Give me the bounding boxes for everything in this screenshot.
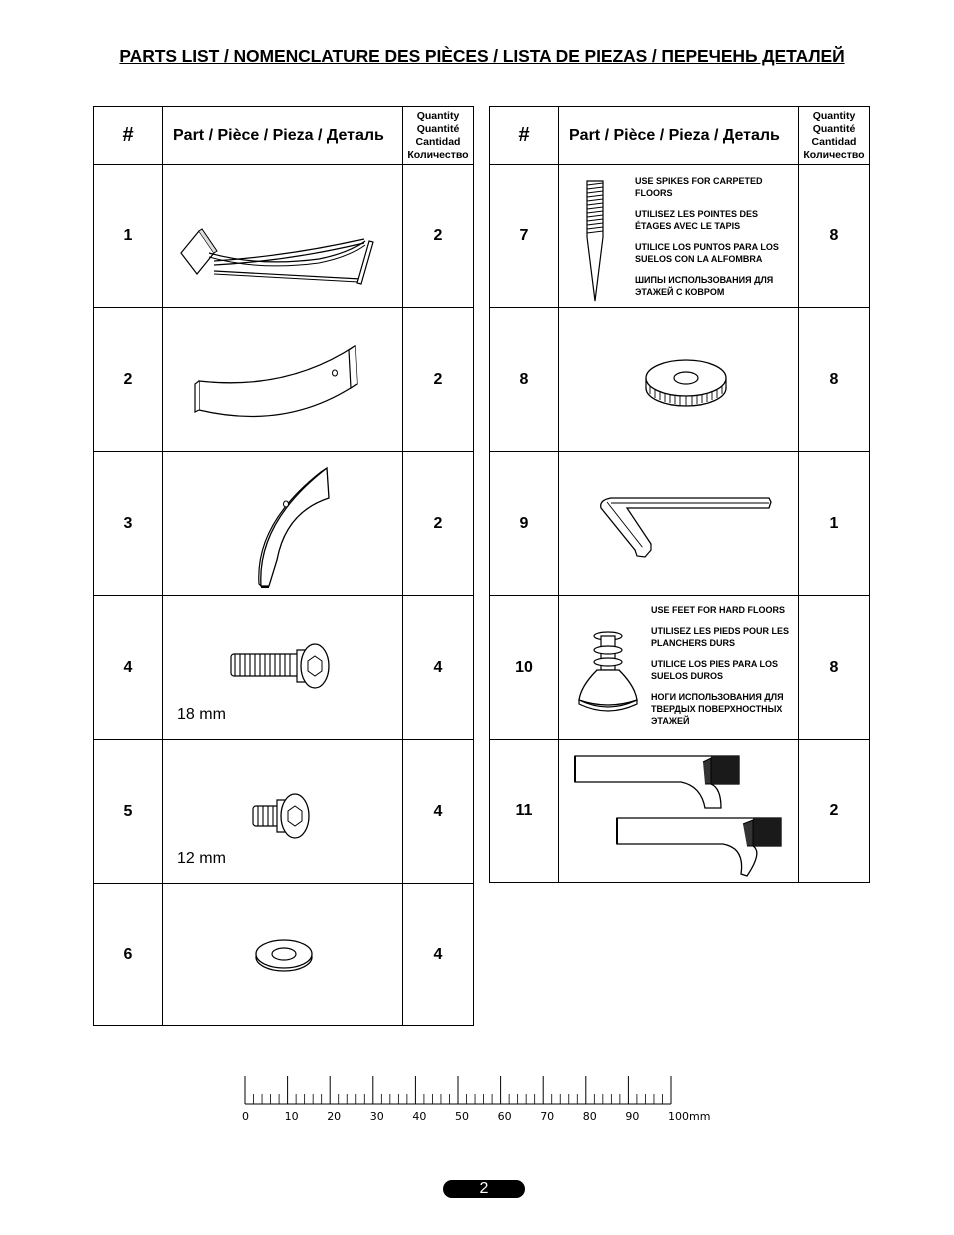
ruler-tick-label: 30 (369, 1110, 384, 1123)
ruler-tick-label: 60 (497, 1110, 512, 1123)
part-number: 4 (94, 596, 163, 740)
allen-key-icon (587, 486, 777, 566)
bolt-size-label: 18 mm (177, 706, 226, 723)
ruler-tick-label: 10 (284, 1110, 299, 1123)
part-quantity: 4 (403, 884, 474, 1026)
part-number: 6 (94, 884, 163, 1026)
curved-bracket-icon (231, 462, 391, 592)
header-part: Part / Pièce / Pieza / Деталь (163, 107, 403, 165)
foot-usage-note: USE FEET FOR HARD FLOORS UTILISEZ LES PIEDS POUR LES PLANCHERS DURS UTILICE LOS PIES PARA LOS SUELOS DUROS НОГИ ИСПОЛЬЗОВАНИЯ ДЛЯ ТВЕРДЫХ ПОВЕРХНОСТНЫХ ЭТАЖЕЙ (651, 605, 790, 726)
table-row (490, 308, 870, 452)
ruler-tick-label: 20 (327, 1110, 342, 1123)
frame-arm-icon (169, 201, 389, 291)
table-row (490, 452, 870, 596)
table-row (94, 308, 474, 452)
part-number: 3 (94, 452, 163, 596)
parts-table-left (93, 106, 474, 1026)
ruler-tick-label: 80 (582, 1110, 597, 1123)
measurement-ruler (238, 1074, 678, 1110)
part-quantity: 4 (403, 740, 474, 884)
part-number: 5 (94, 740, 163, 884)
header-number: # (94, 107, 163, 165)
page-title: PARTS LIST / NOMENCLATURE DES PIÈCES / LISTA DE PIEZAS / ПЕРЕЧЕНЬ ДЕТАЛЕЙ (119, 46, 845, 66)
table-row (94, 740, 474, 884)
curved-strip-icon (177, 336, 397, 426)
part-quantity: 2 (403, 452, 474, 596)
header-number: # (490, 107, 559, 165)
part-number: 9 (490, 452, 559, 596)
part-quantity: 2 (799, 740, 870, 883)
spike-icon (575, 175, 615, 305)
part-number: 1 (94, 165, 163, 308)
part-quantity: 1 (799, 452, 870, 596)
bent-panel-icon (571, 748, 791, 878)
part-number: 10 (490, 596, 559, 740)
spike-usage-note: USE SPIKES FOR CARPETED FLOORS UTILISEZ LES POINTES DES ÉTAGES AVEC LE TAPIS UTILICE LOS PUNTOS PARA LOS SUELOS CON LA ALFOMBRA ШИПЫ ИСПОЛЬЗОВАНИЯ ДЛЯ ЭТАЖЕЙ С КОВРОМ (635, 176, 779, 297)
bolt-size-label: 12 mm (177, 850, 226, 867)
ruler-tick-label: 0 (242, 1110, 249, 1123)
header-quantity: Quantity Quantité Cantidad Количество (403, 107, 474, 165)
part-number: 7 (490, 165, 559, 308)
part-number: 11 (490, 740, 559, 883)
long-bolt-icon (227, 636, 347, 706)
part-number: 8 (490, 308, 559, 452)
part-quantity: 4 (403, 596, 474, 740)
header-part: Part / Pièce / Pieza / Деталь (559, 107, 799, 165)
knurled-disc-icon (641, 352, 731, 412)
foot-icon (573, 630, 643, 720)
ruler-tick-label: 70 (540, 1110, 555, 1123)
ruler-tick-label: 40 (412, 1110, 427, 1123)
part-quantity: 2 (403, 308, 474, 452)
part-quantity: 8 (799, 165, 870, 308)
part-number: 2 (94, 308, 163, 452)
short-bolt-icon (249, 784, 329, 854)
table-row (94, 884, 474, 1026)
page-number: 2 (443, 1180, 525, 1198)
part-quantity: 8 (799, 596, 870, 740)
table-row (94, 596, 474, 740)
table-row (490, 596, 870, 740)
table-row (94, 165, 474, 308)
ruler-tick-label: 90 (625, 1110, 640, 1123)
parts-table-right (489, 106, 870, 883)
header-quantity: Quantity Quantité Cantidad Количество (799, 107, 870, 165)
ruler-tick-label: 100mm (668, 1110, 711, 1123)
part-quantity: 2 (403, 165, 474, 308)
ruler-tick-label: 50 (455, 1110, 469, 1123)
washer-icon (249, 930, 319, 980)
table-row (94, 452, 474, 596)
table-row (490, 740, 870, 883)
part-quantity: 8 (799, 308, 870, 452)
table-row (490, 165, 870, 308)
